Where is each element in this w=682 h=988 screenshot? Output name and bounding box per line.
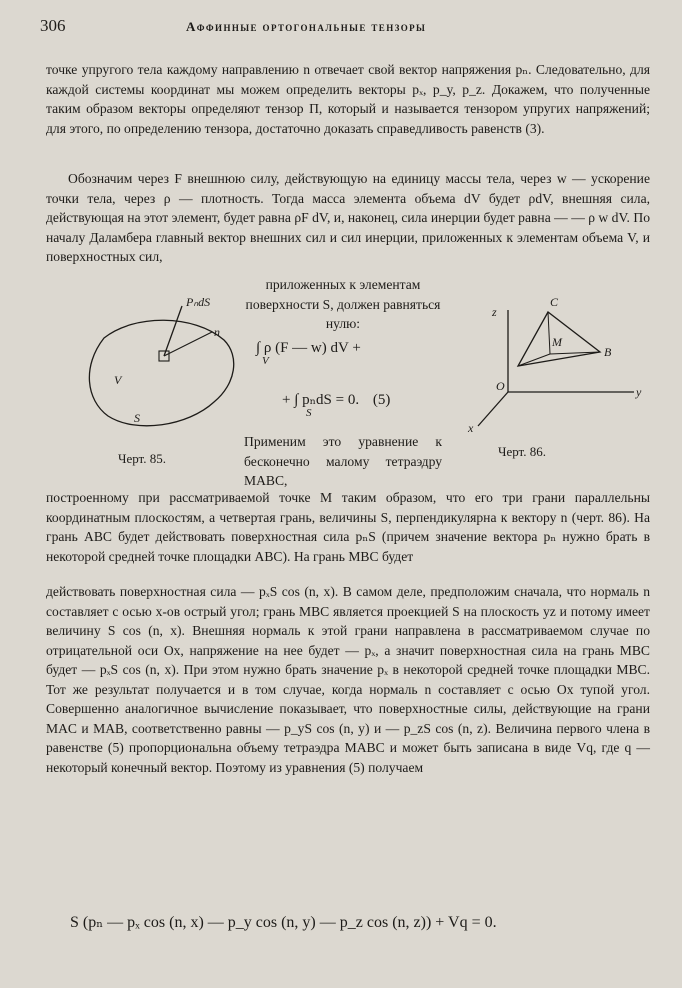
fig86-label-o: O [496,379,505,393]
equation-5-number: (5) [372,392,391,408]
fig85-label-pnds: PₙdS [186,295,211,309]
equation-5-sub-s: S [306,407,312,419]
fig86-label-y: y [636,385,642,399]
running-header [40,16,650,40]
figure-86-drawing [458,292,654,442]
equation-5-line-1 [256,340,361,367]
fig85-label-n: n [214,325,220,339]
figure-85-caption: Черт. 85. [118,451,167,466]
paragraph-4: действовать поверхностная сила — pₓS cos (n, x). В самом деле, предположим сначала, что нормаль n составляет с осью x-ов острый угол; грань MBC является проекцией S на плоскость yz и потому имеет величину S cos (n, x). Внешняя нормаль к этой грани направлена в рассматриваемом случае по отрицательной оси Ox, напряжение на нее будет — pₓ, а значит поверхностная сила на грань MBC будет — pₓS cos (n, x). При этом нужно брать значение pₓ в некоторой средней точке площадки MBC. Тот же результат получается и в том случае, когда нормаль n составляет с осью Ox тупой угол. Совершенно аналогичное вычисление показывает, что поверхностные силы, действующие на грани MAC и MAB, соответственно равны — p_yS cos (n, y) и — p_zS cos (n, z). Величина первого члена в равенстве (5) пропорциональна объему тетраэдра MABC и может быть записана в виде Vq, где q — некоторый конечный вектор. Поэтому из уравнения (5) получаем [46,584,650,775]
equation-5-part-2: + ∫ pₙdS = 0. [282,392,360,408]
equation-5-sub-v: V [262,355,269,367]
narrow-text-1: приложенных к элементам поверхности S, должен равняться нулю: [245,277,441,331]
fig85-label-v: V [114,373,122,387]
equation-5-part-1: ∫ ρ (F — w) dV + [256,340,361,356]
final-equation: S (pₙ — pₓ cos (n, x) — p_y cos (n, y) — p_z cos (n, z)) + Vq = 0. [70,914,497,931]
fig86-label-c: C [550,295,559,309]
fig86-label-m: M [552,335,562,349]
fig86-label-x: x [468,421,474,435]
paragraph-1: точке упругого тела каждому направлению n отвечает свой вектор напряжения pₙ. Следовательно, для каждой системы координат мы можем определить векторы pₓ, p_y, p_z. Докажем, что полученные таким образом векторы определяют тензор П, который и называется тензором упругих напряжений; для этого, по определению тензора, достаточно доказать справедливость равенств (3). [46,62,650,136]
narrow-text-2: Применим это уравнение к бесконечно малому тетраэдру MABC, [244,434,442,488]
paragraph-3: построенному при рассматриваемой точке M таким образом, что его три грани параллельны координатным плоскостям, а четвертая грань, величины S, перпендикулярна к вектору n (черт. 86). На грань ABC будет действовать поверхностная сила pₙS (причем значение вектора pₙ нужно брать в некоторой средней точке площадки ABC). На грань MBC будет [46,490,650,564]
figure-85-drawing [64,292,244,442]
equation-5-line-2 [282,390,390,419]
fig86-label-b: B [604,345,612,359]
page-number: 306 [40,16,66,35]
fig85-label-s: S [134,411,140,425]
running-title: Аффинные ортогональные тензоры [186,19,427,34]
fig86-label-z: z [492,305,497,319]
paragraph-2: Обозначим через F внешнюю силу, действующую на единицу массы тела, через w — ускорение точки тела, через ρ — плотность. Тогда масса элемента объема dV будет ρdV, внешняя сила, действующая на этот элемент, будет равна ρF dV, и, наконец, сила инерции будет равна — — ρ w dV. По началу Даламбера главный вектор внешних сил и сил инерции, приложенных к элементам объема V, и поверхностных сил, [46,171,650,264]
figure-86-caption: Черт. 86. [498,444,547,459]
